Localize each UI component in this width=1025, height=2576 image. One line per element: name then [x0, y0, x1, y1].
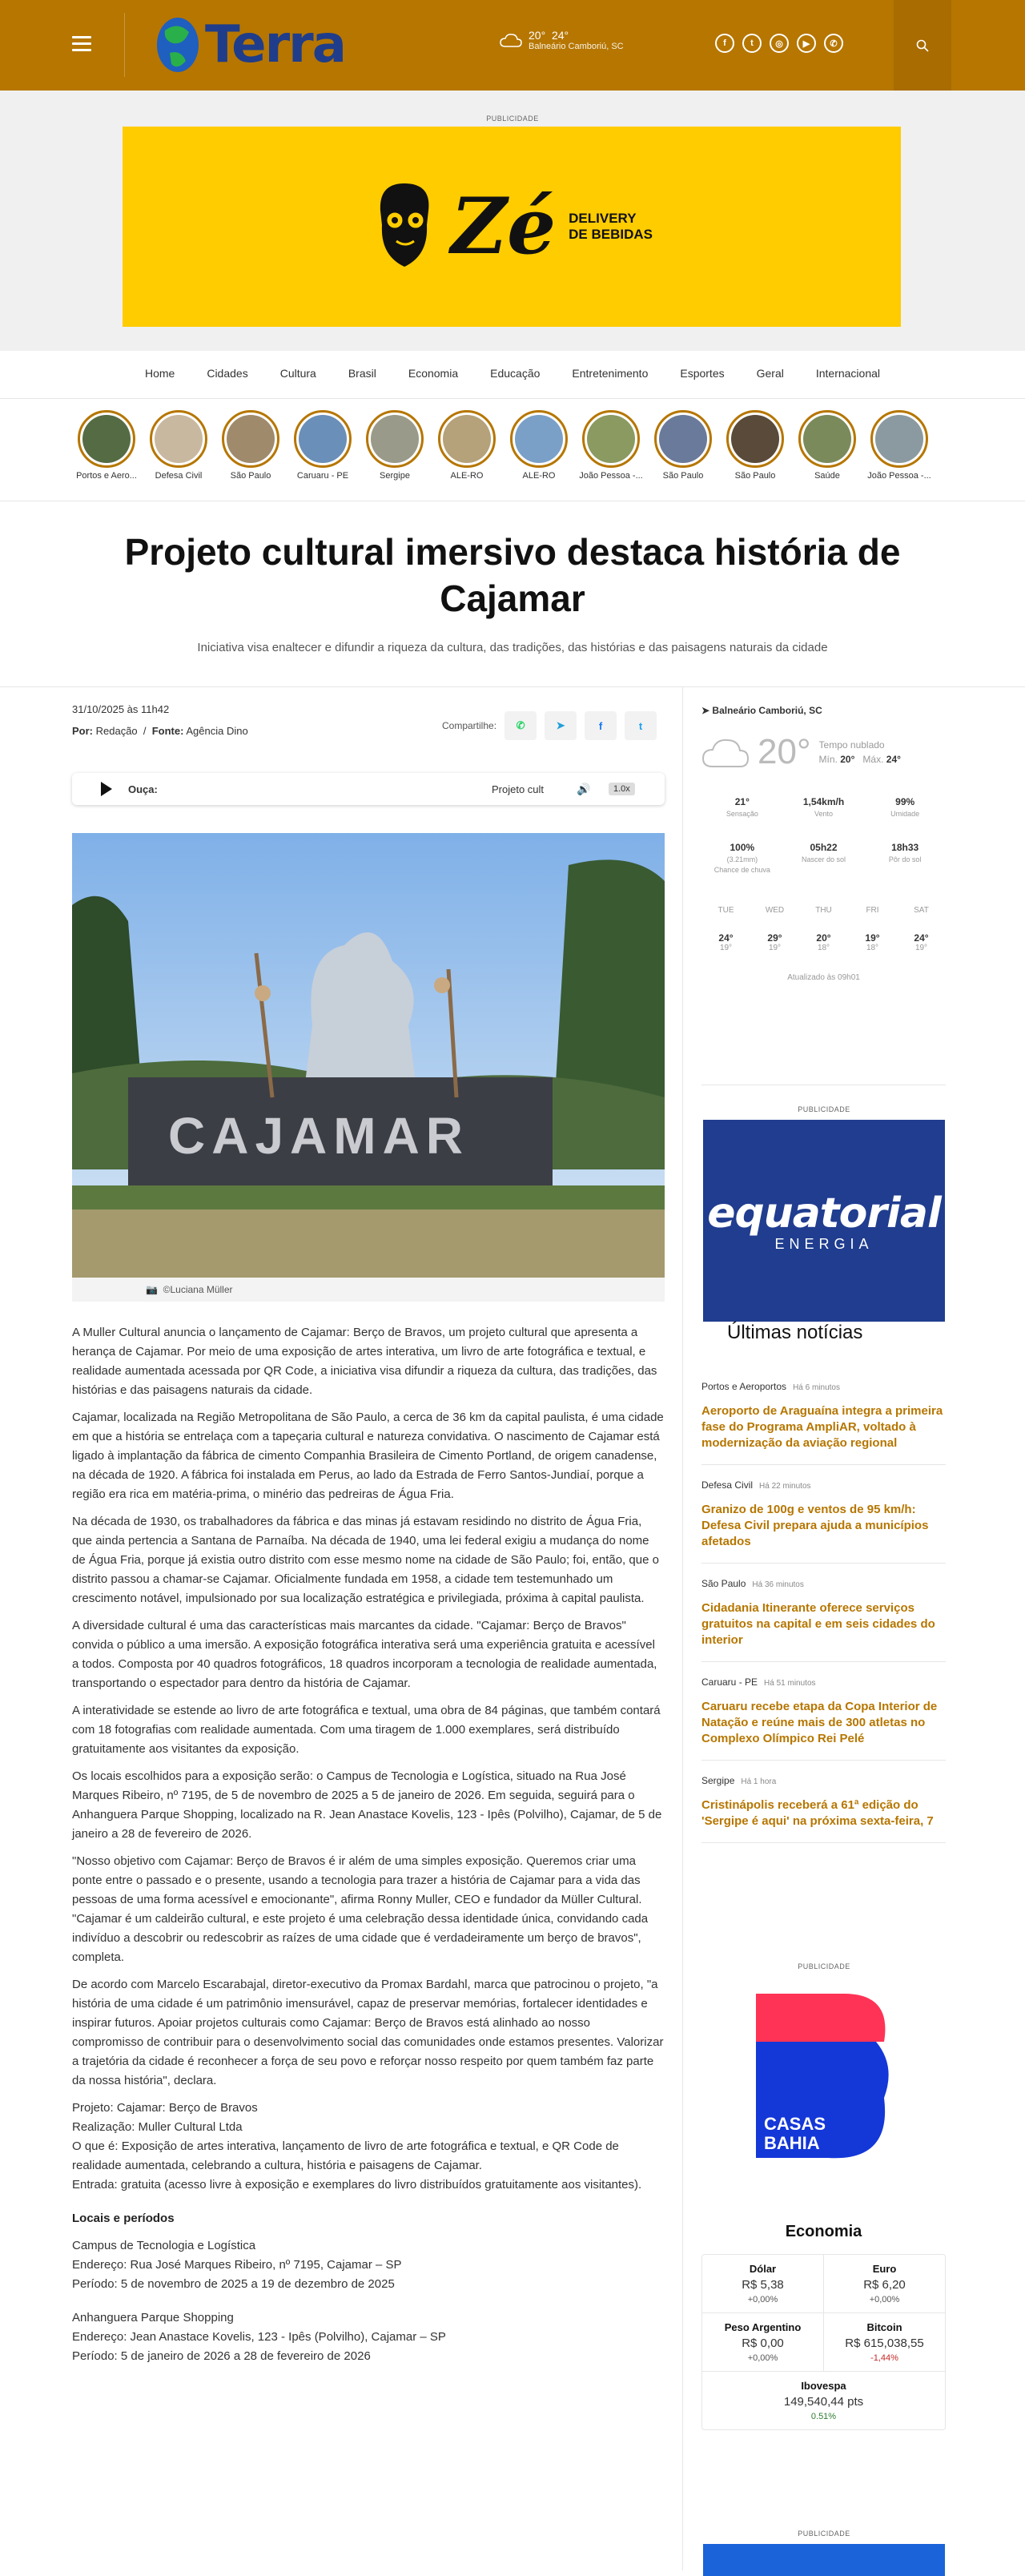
- news-category[interactable]: Caruaru - PE: [701, 1676, 758, 1688]
- place-line: Anhanguera Parque Shopping: [72, 2311, 234, 2324]
- nav-item[interactable]: Esportes: [680, 367, 725, 380]
- stat-value: 21°: [734, 796, 750, 807]
- share-bar: [442, 711, 657, 740]
- article-paragraph: "Nosso objetivo com Cajamar: Berço de Bravos é ir além de uma simples exposição. Queremos criar uma ponte entre o passado e o presente, usando a tecnologia para trazer a história de Cajamar para a vida das pessoas de uma forma acessível e emocionante", afirma Ronny Muller, CEO e fundador da Müller Cultural. "Cajamar é um caldeirão cultural, e este projeto é uma celebração dessa identidade única, convidando cada indivíduo a descobrir ou redescobrir as raízes de uma cidade que é verdadeiramente um berço de bravos", completa.: [72, 1854, 649, 1964]
- weather-widget: [701, 705, 946, 982]
- place-line: Período: 5 de novembro de 2025 a 19 de dezembro de 2025: [72, 2277, 395, 2291]
- news-category[interactable]: Sergipe: [701, 1775, 735, 1786]
- article-paragraph: Os locais escolhidos para a exposição serão: o Campus de Tecnologia e Logística, situado na Rua José Marques Ribeiro, nº 7195, de 5 de novembro de 2025 a 5 de janeiro de 2026. Em seguida, seguirá para o Anhanguera Parque Shopping, localizado na R. Jean Anastace Kovelis, 123 - Ipês (Polvilho), Cajamar, de 5 de janeiro a 28 de fevereiro de 2026.: [72, 1769, 662, 1841]
- quote-name: Ibovespa: [801, 2380, 846, 2392]
- terra-logo[interactable]: [154, 11, 345, 78]
- stat-label: Nascer do sol: [801, 855, 846, 863]
- forecast-day: [701, 906, 750, 952]
- forecast-low: 18°: [866, 944, 879, 952]
- quote-price: 149,540,44 pts: [783, 2395, 864, 2409]
- stories-carousel: [70, 410, 951, 490]
- equatorial-logo: equatorial: [707, 1189, 941, 1238]
- header-temp-max: 20°: [529, 29, 546, 42]
- top-header: [0, 0, 1025, 91]
- economy-widget: [701, 2223, 946, 2430]
- max-temp: 24°: [886, 754, 901, 765]
- nav-item[interactable]: Brasil: [348, 367, 376, 380]
- fact-line: Realização: Muller Cultural Ltda: [72, 2120, 243, 2134]
- header-city: Balneário Camboriú, SC: [529, 42, 624, 51]
- nav-item[interactable]: Economia: [408, 367, 459, 380]
- article-header: [112, 529, 913, 654]
- ze-tagline-line1: DELIVERY: [569, 211, 637, 227]
- ad-label: PUBLICIDADE: [798, 1105, 850, 1113]
- sidebar-divider: [682, 686, 683, 2570]
- place-campus: [72, 2236, 665, 2294]
- quote-peso[interactable]: [702, 2313, 823, 2371]
- article-paragraph: De acordo com Marcelo Escarabajal, diretor-executivo da Promax Bardahl, marca que patrocinou o projeto, "a história de uma cidade é um patrimônio imensurável, capaz de preservar memórias, fortalecer identidades e inspirar futuros. Apoiar projetos culturais como Cajamar: Berço de Bravos está alinhado ao nosso compromisso de contribuir para o desenvolvimento social das comunidades onde estamos presentes. Valorizar a trajetória da cidade é reconhecer a força de seu povo e reforçar nosso respeito por quem também faz parte da nossa história", declara.: [72, 1978, 664, 2087]
- article-paragraph: Cajamar, localizada na Região Metropolitana de São Paulo, a cerca de 36 km da capital paulista, é uma cidade em que a história se entrelaça com a tapeçaria cultural e natureza convidativa. O nascimento de Cajamar está ligado à implantação da fábrica de cimento Companhia Brasileira de Cimento Portland, de origem canadense, na década de 1920. A fábrica foi instalada em Perus, ao lado da Estrada de Ferro Santos-Jundiaí, porque a região era rica em matéria-prima, o minério das pedreiras de Água Fria.: [72, 1411, 664, 1501]
- casas-bahia-ad[interactable]: [703, 1977, 945, 2179]
- cloud-icon: [500, 33, 522, 47]
- forecast-high: 20°: [816, 932, 831, 944]
- article-subtitle: Iniciativa visa enaltecer e difundir a riqueza da cultura, das tradições, das histórias e das paisagens naturais da cidade: [197, 641, 828, 654]
- story-item[interactable]: [503, 410, 575, 490]
- header-temp-min: 24°: [551, 29, 569, 42]
- youtube-icon[interactable]: ▶: [797, 34, 816, 53]
- share-twitter-icon[interactable]: t: [625, 711, 657, 740]
- news-item[interactable]: [701, 1662, 946, 1761]
- forecast-day-name: SAT: [914, 906, 929, 915]
- search-button[interactable]: [894, 0, 951, 91]
- stat-label: Umidade: [890, 810, 920, 818]
- forecast-day-name: THU: [815, 906, 832, 915]
- places-heading: Locais e períodos: [72, 2212, 175, 2225]
- fact-line: O que é: Exposição de artes interativa, lançamento de livro de arte fotográfica e textual, e QR Code de realidade aumentada, celebrando a cultura, história e paisagens de Cajamar.: [72, 2139, 619, 2172]
- ze-tagline-line2: DE BEBIDAS: [569, 227, 653, 242]
- nav-item[interactable]: Entretenimento: [572, 367, 649, 380]
- story-item[interactable]: [647, 410, 719, 490]
- speed-button[interactable]: 1.0x: [609, 783, 635, 795]
- twitter-icon[interactable]: t: [742, 34, 762, 53]
- story-label: São Paulo: [734, 471, 776, 481]
- casas-line1: CASAS: [764, 2114, 826, 2134]
- weather-desc: Tempo nublado: [818, 739, 885, 751]
- forecast-day-name: TUE: [718, 906, 734, 915]
- ad-label: PUBLICIDADE: [798, 2530, 850, 2538]
- story-item[interactable]: [431, 410, 503, 490]
- quote-change: +0,00%: [747, 2353, 778, 2363]
- forecast-high: 24°: [914, 932, 929, 944]
- share-telegram-icon[interactable]: ➤: [545, 711, 577, 740]
- forecast-day: [750, 906, 799, 952]
- nav-item[interactable]: Geral: [756, 367, 784, 380]
- article-title: Projeto cultural imersivo destaca história de Cajamar: [124, 531, 901, 619]
- stat-value: 05h22: [810, 842, 838, 853]
- story-item[interactable]: [287, 410, 359, 490]
- forecast-day-name: FRI: [866, 906, 879, 915]
- latest-heading: Últimas notícias: [727, 1322, 863, 1343]
- ze-logo-text: Zé: [450, 181, 557, 272]
- place-line: Campus de Tecnologia e Logística: [72, 2239, 256, 2252]
- ad-label: PUBLICIDADE: [486, 115, 539, 123]
- weather-stat: [864, 796, 946, 818]
- casas-bahia-ad-area: [703, 1962, 945, 2179]
- quote-change: +0,00%: [747, 2295, 778, 2304]
- story-thumbnail: [222, 410, 279, 468]
- story-label: João Pessoa -...: [867, 471, 931, 481]
- story-label: ALE-RO: [522, 471, 556, 481]
- play-icon[interactable]: [101, 782, 112, 796]
- forecast-low: 19°: [914, 944, 928, 952]
- author-label: Por:: [72, 725, 93, 737]
- quote-ibovespa[interactable]: [702, 2372, 945, 2429]
- story-item[interactable]: [70, 410, 143, 490]
- source-label: Fonte:: [151, 725, 184, 737]
- weather-stat: [783, 796, 865, 818]
- story-label: Sergipe: [380, 471, 410, 481]
- weather-stat: [783, 842, 865, 874]
- photo-caption: [72, 1278, 665, 1302]
- quote-change: -1,44%: [870, 2353, 898, 2363]
- story-thumbnail: [78, 410, 135, 468]
- weather-temp: 20°: [758, 732, 811, 771]
- quote-name: Dólar: [749, 2263, 777, 2275]
- quote-bitcoin[interactable]: [823, 2313, 945, 2371]
- share-label: Compartilhe:: [442, 720, 497, 731]
- nav-item[interactable]: Internacional: [815, 367, 881, 380]
- share-facebook-icon[interactable]: f: [585, 711, 617, 740]
- volume-icon[interactable]: 🔊: [577, 782, 591, 795]
- bottom-ad-area: [703, 2530, 945, 2576]
- story-item[interactable]: [791, 410, 863, 490]
- location-icon: ➤: [701, 705, 710, 716]
- news-item[interactable]: [701, 1465, 946, 1564]
- article-paragraph: Na década de 1930, os trabalhadores da fábrica e das minas já estavam residindo no distrito de Água Fria, que ainda pertencia a Santana de Parnaíba. Na década de 1940, uma lei federal exigiu a mudança do nome de Água Fria, porque já existia outro distrito com esse mesmo nome na cidade de São Paulo; foi, então, que o distrito passou a chamar-se Cajamar. Oficialmente fundada em 1958, a cidade tem testemunhado um crescimento notável, impulsionado por sua localização estratégica e privilegiada, próxima à capital paulista.: [72, 1515, 659, 1605]
- news-category[interactable]: Defesa Civil: [701, 1479, 754, 1491]
- weather-stats-2: [701, 842, 946, 874]
- menu-icon[interactable]: [72, 36, 91, 52]
- equatorial-sub: ENERGIA: [774, 1235, 874, 1252]
- article-photo[interactable]: [72, 833, 665, 1278]
- stat-value: 1,54km/h: [802, 796, 845, 807]
- author: Redação: [95, 725, 138, 737]
- forecast-high: 24°: [718, 932, 734, 944]
- story-item[interactable]: [143, 410, 215, 490]
- story-label: ALE-RO: [450, 471, 484, 481]
- fact-line: Projeto: Cajamar: Berço de Bravos: [72, 2101, 258, 2115]
- ze-delivery-ad[interactable]: [123, 127, 901, 327]
- story-item[interactable]: [863, 410, 935, 490]
- stat-value: 18h33: [891, 842, 919, 853]
- main-nav: [0, 351, 1025, 399]
- equatorial-ad[interactable]: [703, 1120, 945, 1322]
- story-thumbnail: [294, 410, 352, 468]
- story-thumbnail: [798, 410, 856, 468]
- story-thumbnail: [582, 410, 640, 468]
- quote-price: R$ 6,20: [863, 2278, 906, 2292]
- search-icon: [916, 39, 929, 52]
- weather-stats-1: [701, 796, 946, 818]
- article-paragraph: A interatividade se estende ao livro de arte fotográfica e textual, uma obra de 84 páginas, que também contará com 18 fotografias com realidade aumentada. Com uma tiragem de 1.000 exemplares, será distribuído gratuitamente aos visitantes da exposição.: [72, 1704, 661, 1756]
- economy-heading: Economia: [785, 2223, 862, 2240]
- quote-name: Bitcoin: [866, 2321, 902, 2333]
- quote-price: R$ 0,00: [742, 2337, 784, 2350]
- stat-value: 99%: [895, 796, 915, 807]
- forecast-day: [799, 906, 848, 952]
- audio-player: [72, 773, 665, 805]
- header-divider: [124, 13, 125, 77]
- forecast-high: 29°: [767, 932, 782, 944]
- news-item[interactable]: [701, 1366, 946, 1465]
- nav-item[interactable]: Home: [144, 367, 175, 380]
- weather-stat: [701, 842, 783, 874]
- forecast-high: 19°: [865, 932, 880, 944]
- news-time: Há 51 minutos: [764, 1679, 816, 1688]
- cloud-icon: [701, 736, 750, 768]
- stat-label: Vento: [814, 810, 834, 818]
- quote-change: +0,00%: [869, 2295, 900, 2304]
- news-item[interactable]: [701, 1564, 946, 1662]
- forecast-day: [897, 906, 946, 952]
- project-facts: [72, 2099, 665, 2195]
- weather-location-text: Balneário Camboriú, SC: [712, 705, 822, 716]
- article-date: 31/10/2025 às 11h42: [72, 703, 170, 715]
- stat-label: Chance de chuva: [713, 866, 770, 874]
- nav-item[interactable]: Cultura: [279, 367, 316, 380]
- top-ad-area: [0, 91, 1025, 351]
- news-item[interactable]: [701, 1761, 946, 1843]
- story-label: João Pessoa -...: [579, 471, 643, 481]
- weather-stat: [701, 796, 783, 818]
- quote-euro[interactable]: [823, 2255, 945, 2312]
- terra-globe-icon: [154, 13, 202, 77]
- article-paragraph: A diversidade cultural é uma das características mais marcantes da cidade. "Cajamar: Berço de Bravos" convida o público a uma imersão. A exposição fotográfica interativa será uma experiência gratuita e acessível a todos. Composta por 40 quadros fotográficos, 18 quadros incorporam a tecnologia de realidade aumentada, transportando o espectador para dentro da história de Cajamar.: [72, 1619, 657, 1690]
- nav-item[interactable]: Cidades: [207, 367, 248, 380]
- story-label: São Paulo: [230, 471, 271, 481]
- instagram-icon[interactable]: ◎: [770, 34, 789, 53]
- equatorial-ad-area: [703, 1105, 945, 1322]
- news-title[interactable]: Cidadania Itinerante oferece serviços gratuitos na capital e em seis cidades do interior: [701, 1601, 935, 1647]
- news-time: Há 22 minutos: [759, 1482, 811, 1491]
- stat-label: Pôr do sol: [888, 855, 922, 863]
- forecast-low: 18°: [817, 944, 830, 952]
- share-whatsapp-icon[interactable]: ✆: [504, 711, 537, 740]
- forecast-day: [848, 906, 897, 952]
- place-line: Período: 5 de janeiro de 2026 a 28 de fevereiro de 2026: [72, 2349, 371, 2363]
- casas-line2: BAHIA: [764, 2133, 820, 2153]
- story-item[interactable]: [215, 410, 287, 490]
- forecast-low: 19°: [719, 944, 733, 952]
- stat-value: 100%: [730, 842, 755, 853]
- divider: [0, 686, 1025, 687]
- article-meta: 31/10/2025 às 11h42 Por: Redação / Fonte: Agência Dino: [72, 703, 665, 737]
- story-thumbnail: [510, 410, 568, 468]
- news-time: Há 6 minutos: [793, 1383, 840, 1392]
- story-label: Caruaru - PE: [296, 471, 349, 481]
- story-thumbnail: [366, 410, 424, 468]
- whatsapp-icon[interactable]: ✆: [824, 34, 843, 53]
- news-category[interactable]: São Paulo: [701, 1578, 746, 1589]
- news-time: Há 36 minutos: [752, 1580, 804, 1589]
- logo-text: Terra: [205, 15, 345, 74]
- weather-updated: Atualizado às 09h01: [787, 973, 860, 982]
- story-label: Defesa Civil: [155, 471, 203, 481]
- casas-bahia-logo: [756, 1994, 892, 2162]
- quote-change: 0.51%: [810, 2412, 837, 2421]
- player-title: Projeto cult: [492, 783, 545, 795]
- story-label: Saúde: [814, 471, 840, 481]
- story-thumbnail: [150, 410, 207, 468]
- story-item[interactable]: [719, 410, 791, 490]
- header-weather[interactable]: [500, 29, 624, 51]
- story-thumbnail: [654, 410, 712, 468]
- max-label: Máx.: [862, 754, 884, 765]
- story-item[interactable]: [359, 410, 431, 490]
- weather-stat: [864, 842, 946, 874]
- stat-extra: (3.21mm): [726, 855, 758, 863]
- article-paragraph: A Muller Cultural anuncia o lançamento de Cajamar: Berço de Bravos, um projeto cultural que apresenta a herança de Cajamar. Por meio de uma exposição de artes interativa, um livro de arte fotográfica e textual, e realidade aumentada acessada por QR Code, a iniciativa visa difundir a riqueza da cultura, das tradições, das histórias e das paisagens naturais da cidade.: [72, 1326, 657, 1397]
- weather-forecast: [701, 906, 946, 952]
- news-title[interactable]: Granizo de 100g e ventos de 95 km/h: Defesa Civil prepara ajuda a municípios afetados: [701, 1503, 929, 1548]
- article-body: [72, 1323, 665, 2381]
- min-temp: 20°: [840, 754, 855, 765]
- weather-location[interactable]: [701, 705, 946, 716]
- story-thumbnail: [726, 410, 784, 468]
- stat-label: Sensação: [726, 810, 758, 818]
- place-shopping: [72, 2308, 665, 2366]
- place-line: Endereço: Jean Anastace Kovelis, 123 - Ipês (Polvilho), Cajamar – SP: [72, 2330, 446, 2344]
- latest-news: [701, 1322, 946, 1843]
- story-item[interactable]: [575, 410, 647, 490]
- quote-price: R$ 5,38: [742, 2278, 784, 2292]
- ze-tagline: [569, 211, 653, 242]
- min-label: Mín.: [818, 754, 838, 765]
- quote-price: R$ 615,038,55: [845, 2337, 924, 2350]
- story-thumbnail: [870, 410, 928, 468]
- quote-dolar[interactable]: [702, 2255, 823, 2312]
- story-thumbnail: [438, 410, 496, 468]
- fact-line: Entrada: gratuita (acesso livre à exposição e exemplares do livro distribuídos gratuitamente aos visitantes).: [72, 2178, 642, 2192]
- social-links: [715, 34, 843, 53]
- quote-name: Euro: [872, 2263, 897, 2275]
- ze-character-icon: [371, 179, 438, 275]
- news-title[interactable]: Caruaru recebe etapa da Copa Interior de Natação e reúne mais de 300 atletas no Complexo Olímpico Rei Pelé: [701, 1700, 938, 1745]
- source: Agência Dino: [186, 725, 248, 737]
- forecast-low: 19°: [768, 944, 782, 952]
- facebook-icon[interactable]: f: [715, 34, 734, 53]
- photo-sign-text: CAJAMAR: [168, 1107, 469, 1165]
- quote-name: Peso Argentino: [724, 2321, 802, 2333]
- place-line: Endereço: Rua José Marques Ribeiro, nº 7195, Cajamar – SP: [72, 2258, 402, 2272]
- news-title[interactable]: Cristinápolis receberá a 61ª edição do 'Sergipe é aqui' na próxima sexta-feira, 7: [701, 1798, 934, 1828]
- photo-credit: ©Luciana Müller: [163, 1284, 233, 1295]
- forecast-day-name: WED: [765, 906, 785, 915]
- nav-item[interactable]: Educação: [490, 367, 541, 380]
- story-label: São Paulo: [662, 471, 704, 481]
- ad-label: PUBLICIDADE: [798, 1962, 850, 1970]
- news-category[interactable]: Portos e Aeroportos: [701, 1381, 787, 1392]
- news-time: Há 1 hora: [741, 1777, 777, 1786]
- camera-icon: 📷: [146, 1284, 158, 1295]
- player-label: Ouça:: [128, 783, 158, 795]
- news-title[interactable]: Aeroporto de Araguaína integra a primeira fase do Programa AmpliAR, voltado à modernização da aviação regional: [701, 1404, 943, 1450]
- bottom-ad[interactable]: [703, 2544, 945, 2576]
- story-label: Portos e Aero...: [76, 471, 137, 481]
